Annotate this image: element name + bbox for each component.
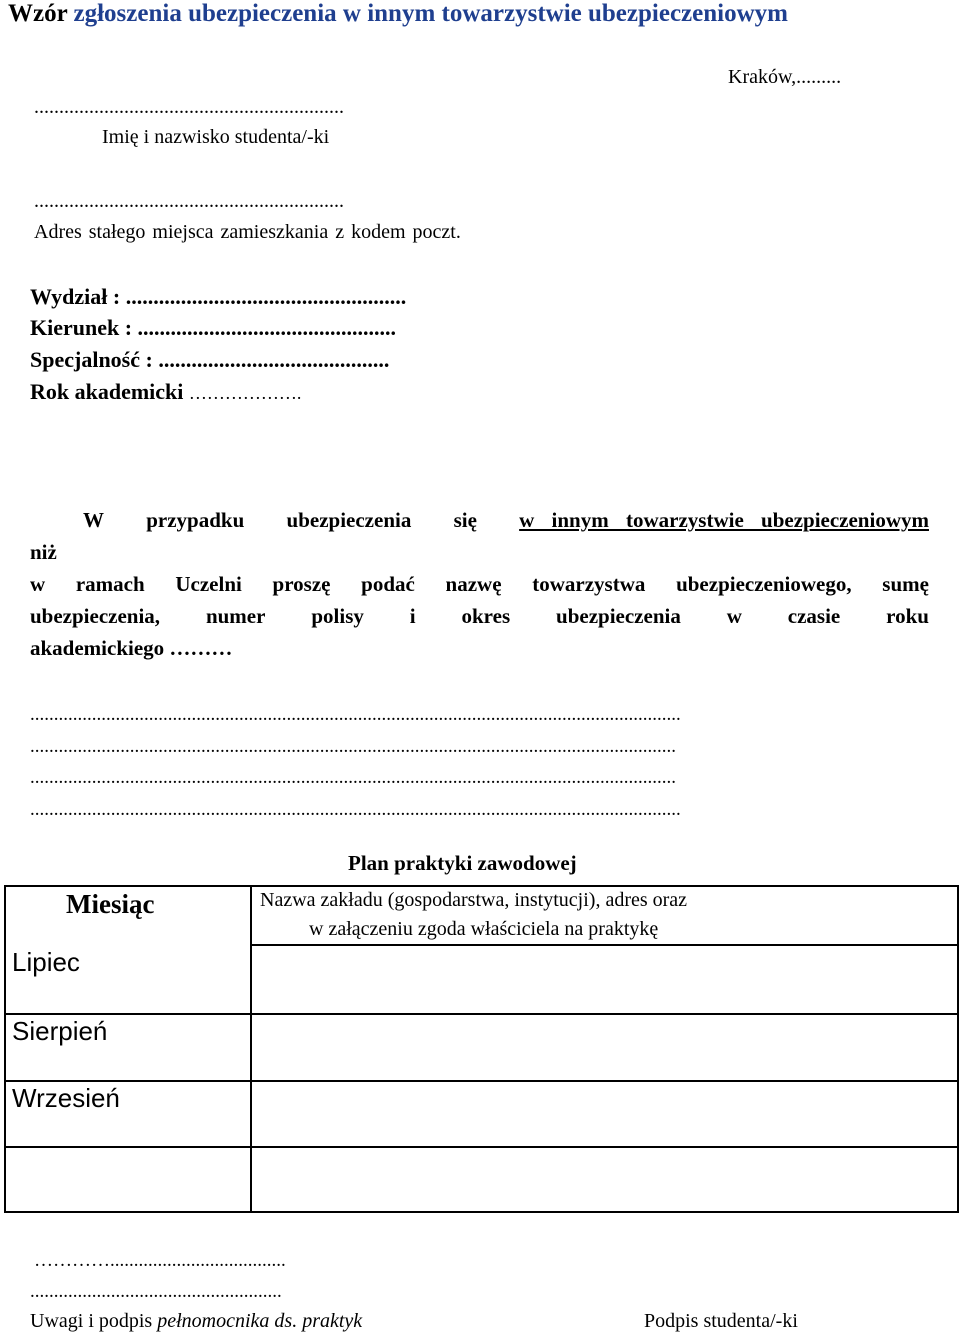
answer-line[interactable]: ......................................................................................................................................... [30, 704, 681, 725]
remarks-label: Uwagi i podpis [30, 1310, 153, 1332]
column-header-month: Miesiąc [66, 889, 155, 919]
word: ubezpieczenia, [30, 604, 161, 628]
faculty-field[interactable]: Wydział : ................................................... [30, 284, 407, 309]
student-name-label: Imię i nazwisko studenta/-ki [102, 126, 330, 148]
underlined-phrase: w innym towarzystwie ubezpieczeniowym [519, 508, 929, 532]
word: czasie [787, 604, 841, 628]
word: polisy [311, 604, 364, 628]
word: w [30, 572, 46, 596]
word: okres [461, 604, 511, 628]
word: ubezpieczeniowego, [676, 572, 852, 596]
answer-line[interactable]: ........................................................................................................................................ [30, 767, 676, 788]
place-date-field[interactable]: Kraków,......... [728, 66, 842, 88]
word: ubezpieczenia [556, 604, 681, 628]
plan-heading: Plan praktyki zawodowej [348, 851, 577, 875]
student-name-field[interactable]: .............................................................. [34, 96, 344, 118]
word: numer [205, 604, 266, 628]
practice-plan-table [4, 885, 959, 1213]
column-header-place-line1: Nazwa zakładu (gospodarstwa, instytucji), adres oraz [260, 889, 688, 911]
title-link-text: zgłoszenia ubezpieczenia w innym towarzystwie ubezpieczeniowym [73, 0, 788, 27]
row-divider [252, 944, 957, 946]
document-title [8, 0, 788, 28]
address-label: Adres stałego miejsca zamieszkania z kodem poczt. [34, 221, 461, 243]
column-divider [250, 887, 252, 1211]
column-header-place-line2: w załączeniu zgoda właściciela na praktykę [309, 918, 659, 940]
word: towarzystwa [532, 572, 646, 596]
remarks-dots-line-1[interactable]: …………..................................... [34, 1250, 286, 1271]
paragraph-line-1 [83, 508, 929, 533]
word: W [83, 508, 104, 532]
major-field[interactable]: Kierunek : ............................................... [30, 315, 397, 340]
answer-line[interactable]: ........................................................................................................................................ [30, 736, 676, 757]
word: przypadku [146, 508, 245, 532]
word: nazwę [445, 572, 502, 596]
academic-year-field[interactable] [30, 379, 301, 405]
word: podać [361, 572, 415, 596]
word: w [726, 604, 742, 628]
paragraph-line-2: niż [30, 540, 57, 564]
paragraph-line-3 [30, 572, 929, 597]
row-divider [6, 1080, 957, 1082]
word: ubezpieczenia [286, 508, 412, 532]
month-july: Lipiec [12, 947, 80, 977]
student-signature-label: Podpis studenta/-ki [644, 1310, 798, 1332]
address-field[interactable]: .............................................................. [34, 190, 344, 212]
row-divider [6, 1013, 957, 1015]
remarks-role: pełnomocnika ds. praktyk [157, 1310, 363, 1332]
word: proszę [272, 572, 331, 596]
academic-year-label: Rok akademicki [30, 379, 184, 404]
remarks-dots-line-2[interactable]: ..................................................... [30, 1281, 282, 1302]
word: się [453, 508, 477, 532]
row-divider [6, 1146, 957, 1148]
remarks-signature-label [30, 1310, 362, 1333]
word: ramach [75, 572, 145, 596]
word: roku [886, 604, 929, 628]
paragraph-line-4 [30, 604, 929, 629]
title-prefix: Wzór [8, 0, 68, 27]
answer-line[interactable]: ......................................................................................................................................... [30, 799, 681, 820]
academic-year-dots: ………………. [188, 383, 302, 403]
paragraph-line-5: akademickiego ……… [30, 636, 233, 660]
word: sumę [882, 572, 929, 596]
month-august: Sierpień [12, 1016, 108, 1046]
specialty-field[interactable]: Specjalność : .......................................... [30, 347, 390, 372]
word: Uczelni [175, 572, 242, 596]
word: i [409, 604, 416, 628]
month-september: Wrzesień [12, 1083, 120, 1113]
